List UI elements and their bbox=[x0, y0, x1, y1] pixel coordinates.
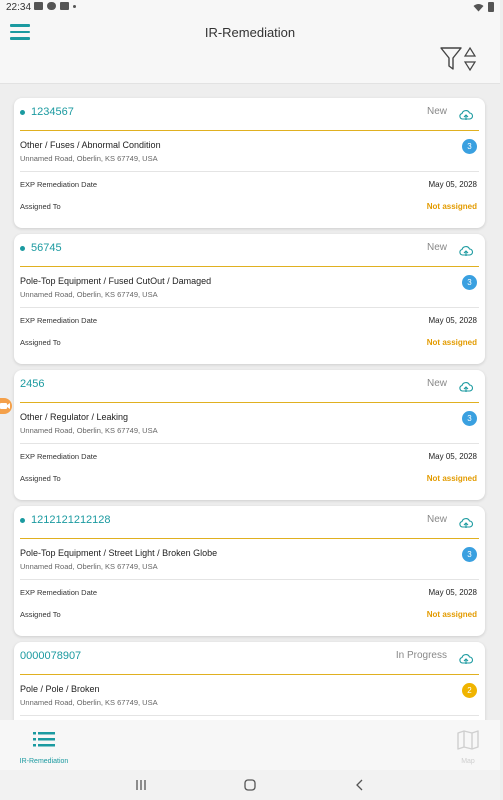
app-header bbox=[0, 16, 500, 84]
cloud-upload-button[interactable] bbox=[459, 652, 473, 664]
battery-icon bbox=[488, 2, 494, 12]
count-badge: 3 bbox=[462, 411, 477, 426]
card-id[interactable] bbox=[20, 106, 74, 118]
card-id-text: 1212121212128 bbox=[31, 514, 111, 526]
status-label: New bbox=[426, 378, 447, 389]
assigned-to-label: Assigned To bbox=[20, 474, 61, 483]
cloud-upload-icon bbox=[459, 381, 473, 393]
exp-date-label: EXP Remediation Date bbox=[20, 588, 97, 597]
assigned-to-label: Assigned To bbox=[20, 202, 61, 211]
card-divider bbox=[20, 266, 479, 267]
card-divider bbox=[20, 130, 479, 131]
card-header bbox=[20, 242, 475, 260]
card-header bbox=[20, 106, 475, 124]
cloud-upload-button[interactable] bbox=[459, 108, 473, 120]
camera-icon bbox=[0, 402, 10, 410]
exp-date-label: EXP Remediation Date bbox=[20, 316, 97, 325]
card-separator bbox=[20, 443, 479, 444]
card-header bbox=[20, 650, 475, 668]
unread-dot-icon bbox=[20, 246, 25, 251]
status-label: New bbox=[426, 106, 447, 117]
card-address: Unnamed Road, Oberlin, KS 67749, USA bbox=[20, 290, 158, 299]
remediation-card[interactable] bbox=[14, 234, 485, 364]
card-separator bbox=[20, 579, 479, 580]
card-id-text: 1234567 bbox=[31, 106, 74, 118]
back-chevron-icon bbox=[354, 779, 366, 791]
cloud-upload-icon bbox=[459, 245, 473, 257]
cloud-upload-button[interactable] bbox=[459, 380, 473, 392]
cloud-upload-icon bbox=[459, 653, 473, 665]
exp-date-value: May 05, 2028 bbox=[428, 452, 477, 461]
card-address: Unnamed Road, Oberlin, KS 67749, USA bbox=[20, 562, 158, 571]
card-separator bbox=[20, 171, 479, 172]
remediation-card[interactable] bbox=[14, 506, 485, 636]
recent-apps-button[interactable] bbox=[126, 778, 156, 792]
home-button[interactable] bbox=[235, 778, 265, 792]
page-title: IR-Remediation bbox=[204, 25, 296, 40]
nav-ir-remediation-label: IR-Remediation bbox=[19, 758, 69, 765]
card-id-text: 56745 bbox=[31, 242, 62, 254]
card-id[interactable] bbox=[20, 514, 111, 526]
cloud-upload-button[interactable] bbox=[459, 516, 473, 528]
cloud-upload-icon bbox=[459, 517, 473, 529]
card-address: Unnamed Road, Oberlin, KS 67749, USA bbox=[20, 154, 158, 163]
card-id[interactable] bbox=[20, 650, 81, 662]
sort-icon bbox=[464, 47, 476, 71]
card-category: Pole-Top Equipment / Street Light / Broken Globe bbox=[20, 548, 218, 558]
back-button[interactable] bbox=[345, 778, 375, 792]
image-icon bbox=[34, 2, 43, 10]
remediation-list[interactable] bbox=[14, 98, 485, 720]
card-divider bbox=[20, 402, 479, 403]
card-category: Pole / Pole / Broken bbox=[20, 684, 100, 694]
unread-dot-icon bbox=[20, 518, 25, 523]
card-header bbox=[20, 514, 475, 532]
exp-date-label: EXP Remediation Date bbox=[20, 452, 97, 461]
remediation-card[interactable] bbox=[14, 98, 485, 228]
assigned-to-value: Not assigned bbox=[426, 610, 477, 619]
exp-date-value: May 05, 2028 bbox=[428, 180, 477, 189]
status-bar bbox=[0, 0, 500, 16]
filter-icon bbox=[440, 46, 462, 72]
nav-ir-remediation[interactable] bbox=[9, 730, 79, 765]
assigned-to-value: Not assigned bbox=[426, 474, 477, 483]
cloud-upload-icon bbox=[459, 109, 473, 121]
card-category: Other / Regulator / Leaking bbox=[20, 412, 129, 422]
exp-date-label: EXP Remediation Date bbox=[20, 180, 97, 189]
unread-dot-icon bbox=[20, 110, 25, 115]
cloud-icon bbox=[47, 2, 56, 10]
card-divider bbox=[20, 674, 479, 675]
card-id-text: 0000078907 bbox=[20, 650, 82, 662]
card-address: Unnamed Road, Oberlin, KS 67749, USA bbox=[20, 698, 158, 707]
floating-edge-tab[interactable] bbox=[0, 398, 12, 414]
assigned-to-value: Not assigned bbox=[426, 202, 477, 211]
map-icon bbox=[456, 730, 480, 750]
card-address: Unnamed Road, Oberlin, KS 67749, USA bbox=[20, 426, 158, 435]
list-icon bbox=[32, 730, 56, 750]
nav-map[interactable] bbox=[433, 730, 503, 765]
filter-sort-button[interactable] bbox=[440, 46, 480, 74]
count-badge: 3 bbox=[462, 547, 477, 562]
card-id[interactable] bbox=[20, 242, 62, 254]
remediation-card[interactable] bbox=[14, 370, 485, 500]
assigned-to-label: Assigned To bbox=[20, 338, 61, 347]
status-label: New bbox=[426, 242, 447, 253]
calendar-icon bbox=[60, 2, 69, 10]
count-badge: 2 bbox=[462, 683, 477, 698]
card-id-text: 2456 bbox=[20, 378, 45, 390]
exp-date-value: May 05, 2028 bbox=[428, 316, 477, 325]
system-navigation-bar bbox=[0, 770, 500, 800]
status-label: New bbox=[426, 514, 447, 525]
home-icon bbox=[244, 779, 256, 791]
more-notifications-icon bbox=[73, 5, 76, 8]
card-separator bbox=[20, 307, 479, 308]
recent-apps-icon bbox=[135, 779, 147, 791]
card-header bbox=[20, 378, 475, 396]
count-badge: 3 bbox=[462, 275, 477, 290]
card-id[interactable] bbox=[20, 378, 44, 390]
status-time: 22:34 bbox=[6, 2, 32, 13]
cloud-upload-button[interactable] bbox=[459, 244, 473, 256]
count-badge: 3 bbox=[462, 139, 477, 154]
assigned-to-value: Not assigned bbox=[426, 338, 477, 347]
exp-date-value: May 05, 2028 bbox=[428, 588, 477, 597]
wifi-icon bbox=[473, 3, 484, 12]
bottom-navigation bbox=[0, 720, 500, 770]
assigned-to-label: Assigned To bbox=[20, 610, 61, 619]
card-category: Other / Fuses / Abnormal Condition bbox=[20, 140, 161, 150]
card-divider bbox=[20, 538, 479, 539]
nav-map-label: Map bbox=[461, 758, 475, 765]
status-label: In Progress bbox=[395, 650, 447, 661]
system-icons bbox=[473, 2, 494, 12]
card-separator bbox=[20, 715, 479, 716]
card-category: Pole-Top Equipment / Fused CutOut / Damaged bbox=[20, 276, 212, 286]
notification-icons bbox=[34, 2, 76, 10]
